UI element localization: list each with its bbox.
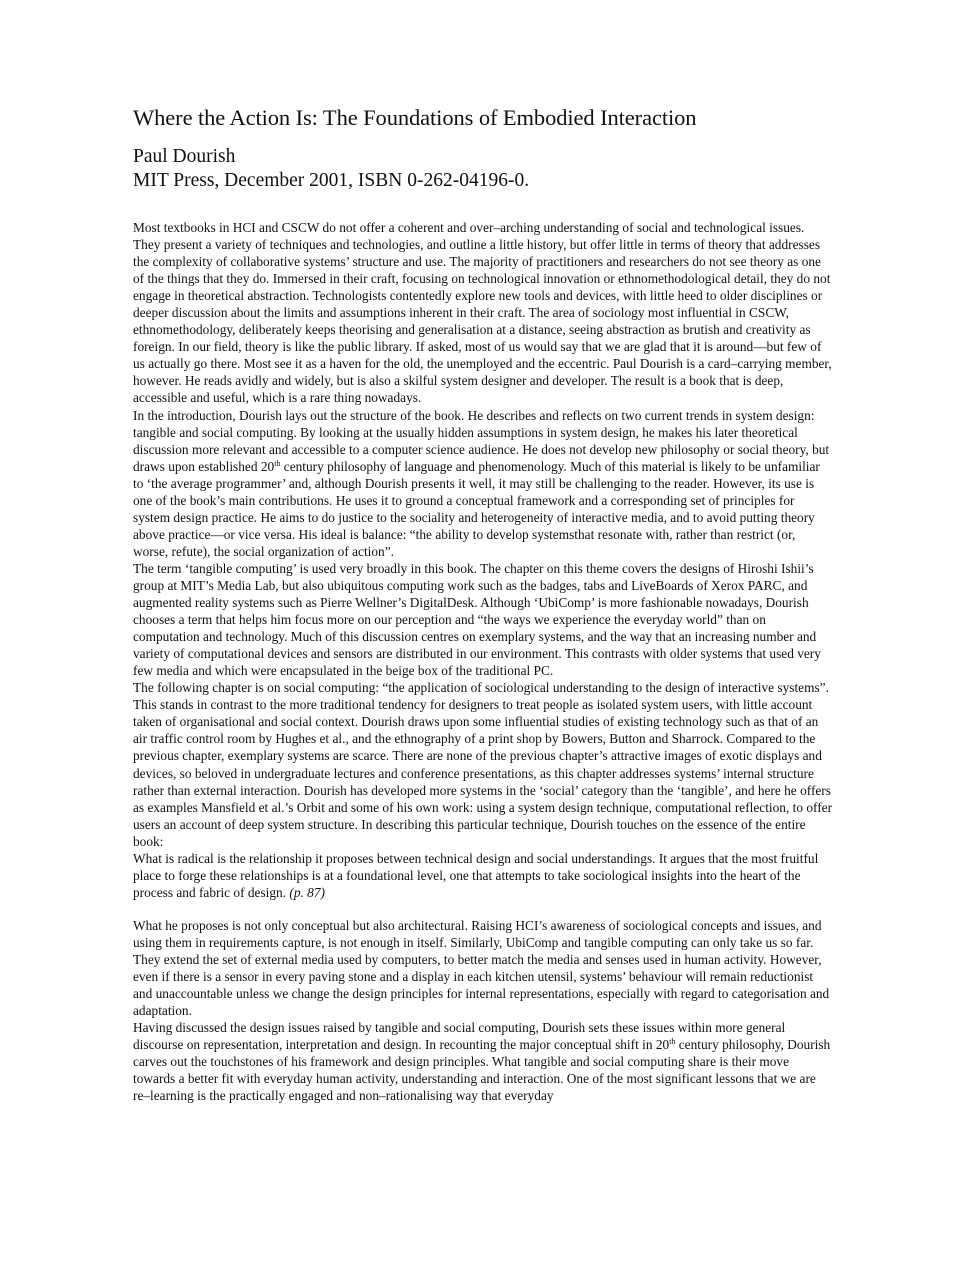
quote-text: What is radical is the relationship it proposes between technical design and social understandings. It argues that the most fruitful place to forge these relationships is at a foundational level, one that attempts to take sociological insights into the heart of the process and fabric of design. bbox=[133, 850, 819, 900]
quote-spacer bbox=[133, 901, 833, 917]
paragraph-2 bbox=[133, 407, 833, 560]
superscript-th: th bbox=[669, 1037, 676, 1047]
paragraph-2-text-b: century philosophy of language and phenomenology. Much of this material is likely to be unfamiliar to ‘the average programmer’ and, although Dourish presents it well, it may still be challenging to the reader. However, its use is one of the book’s main contributions. He uses it to ground a conceptual framework and a corresponding set of principles for system design practice. He aims to do justice to the sociality and heterogeneity of interactive media, and to avoid putting theory above practice—or vice versa. His ideal is balance: “the ability to develop systemsthat resonate with, rather than restrict (or, worse, refute), the social organization of action”. bbox=[133, 458, 820, 559]
paragraph-1: Most textbooks in HCI and CSCW do not offer a coherent and over–arching understanding of social and technological issues. They present a variety of techniques and technologies, and outline a little history, but offer little in terms of theory that addresses the complexity of collaborative systems’ structure and use. The majority of practitioners and researchers do not see theory as one of the things that they do. Immersed in their craft, focusing on technological innovation or ethnomethodological detail, they do not engage in theoretical abstraction. Technologists contentedly explore new tools and devices, with little heed to older disciplines or deeper discussion about the limits and assumptions inherent in their craft. The area of sociology most influential in CSCW, ethnomethodology, deliberately keeps theorising and generalisation at a distance, seeing abstraction as brutish and creativity as foreign. In our field, theory is like the public library. If asked, most of us would say that we are glad that it is around—but few of us actually go there. Most see it as a haven for the old, the unemployed and the eccentric. Paul Dourish is a card–carrying member, however. He reads avidly and widely, but is also a skilful system designer and developer. The result is a book that is deep, accessible and useful, which is a rare thing nowadays. bbox=[133, 220, 832, 406]
paragraph-6 bbox=[133, 1019, 833, 1104]
review-body bbox=[133, 219, 833, 1104]
book-author: Paul Dourish bbox=[133, 146, 236, 167]
paragraph-4: The following chapter is on social computing: “the application of sociological understanding to the design of interactive systems”. This stands in contrast to the more traditional tendency for designers to treat people as isolated system users, with little account taken of organisational and social context. Dourish draws upon some influential studies of existing technology such as that of an air traffic control room by Hughes et al., and the ethnography of a print shop by Bowers, Button and Sharrock. Compared to the previous chapter, exemplary systems are scarce. There are none of the previous chapter’s attractive images of exotic displays and devices, so beloved in undergraduate lectures and conference presentations, as this chapter addresses systems’ internal structure rather than external interaction. Dourish has developed more systems in the ‘social’ category than the ‘tangible’, and here he offers as examples Mansfield et al.’s Orbit and some of his own work: using a system design technique, computational reflection, to offer users an account of deep system structure. In describing this particular technique, Dourish touches on the essence of the entire book: bbox=[133, 680, 833, 849]
document-page bbox=[133, 104, 833, 1104]
paragraph-3: The term ‘tangible computing’ is used very broadly in this book. The chapter on this theme covers the designs of Hiroshi Ishii’s group at MIT’s Media Lab, but also ubiquitous computing work such as the badges, tabs and LiveBoards of Xerox PARC, and augmented reality systems such as Pierre Wellner’s DigitalDesk. Although ‘UbiComp’ is more fashionable nowadays, Dourish chooses a term that helps him focus more on our perception and “the ways we experience the everyday world” than on computation and technology. Much of this discussion centres on exemplary systems, and the way that an increasing number and variety of computational devices and sensors are distributed in our environment. This contrasts with older systems that used very few media and which were encapsulated in the beige box of the traditional PC. bbox=[133, 560, 821, 679]
block-quote bbox=[133, 850, 833, 901]
superscript-th: th bbox=[274, 458, 281, 468]
quote-citation: (p. 87) bbox=[289, 884, 325, 900]
paragraph-6-text-a: Having discussed the design issues raised by tangible and social computing, Dourish sets these issues within more general discourse on representation, interpretation and design. In recounting the major conceptual shift in 20 bbox=[133, 1020, 786, 1053]
book-title: Where the Action Is: The Foundations of Embodied Interaction bbox=[133, 105, 697, 130]
publication-details: MIT Press, December 2001, ISBN 0-262-04196-0. bbox=[133, 169, 530, 191]
paragraph-6-text-b: century philosophy, Dourish carves out the touchstones of his framework and design principles. What tangible and social computing share is their move towards a better fit with everyday human activity, understanding and interaction. One of the most significant lessons that we are re–learning is the practically engaged and non–rationalising way that everyday bbox=[133, 1037, 831, 1104]
paragraph-2-text-a: In the introduction, Dourish lays out the structure of the book. He describes and reflects on two current trends in system design: tangible and social computing. By looking at the usually hidden assumptions in system design, he makes his later theoretical discussion more relevant and accessible to a computer science audience. He does not develop new philosophy or social theory, but draws upon established 20 bbox=[133, 407, 830, 474]
paragraph-5: What he proposes is not only conceptual but also architectural. Raising HCI’s awareness of sociological concepts and issues, and using them in requirements capture, is not enough in itself. Similarly, UbiComp and tangible computing can only take us so far. They extend the set of external media used by computers, to better match the media and senses used in human activity. However, even if there is a sensor in every paving stone and a display in each kitchen utensil, systems’ behaviour will remain reductionist and unaccountable unless we change the design principles for internal representations, especially with regard to categorisation and adaptation. bbox=[133, 917, 830, 1019]
